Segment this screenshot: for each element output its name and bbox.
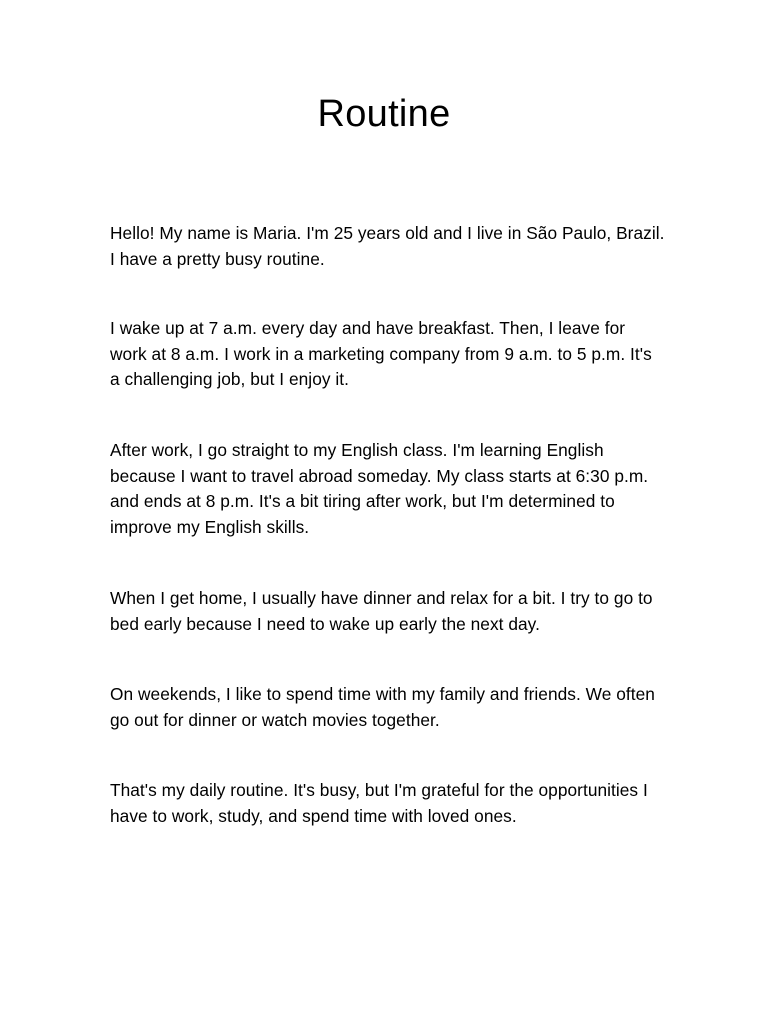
paragraph-conclusion: That's my daily routine. It's busy, but I'm grateful for the opportunities I have to work, study, and spend time with loved ones. [110, 780, 648, 826]
page-title: Routine [317, 93, 451, 135]
paragraph-weekends: On weekends, I like to spend time with my family and friends. We often go out for dinner or watch movies together. [110, 684, 655, 730]
paragraph-evening: When I get home, I usually have dinner and relax for a bit. I try to go to bed early because I need to wake up early the next day. [110, 588, 653, 634]
paragraph-morning-work: I wake up at 7 a.m. every day and have breakfast. Then, I leave for work at 8 a.m. I work in a marketing company from 9 a.m. to 5 p.m. It's a challenging job, but I enjoy it. [110, 318, 652, 390]
paragraph-introduction: Hello! My name is Maria. I'm 25 years old and I live in São Paulo, Brazil. I have a pretty busy routine. [110, 223, 665, 269]
paragraph-english-class: After work, I go straight to my English class. I'm learning English because I want to travel abroad someday. My class starts at 6:30 p.m. and ends at 8 p.m. It's a bit tiring after work, but I'm determined to improve my English skills. [110, 440, 649, 537]
